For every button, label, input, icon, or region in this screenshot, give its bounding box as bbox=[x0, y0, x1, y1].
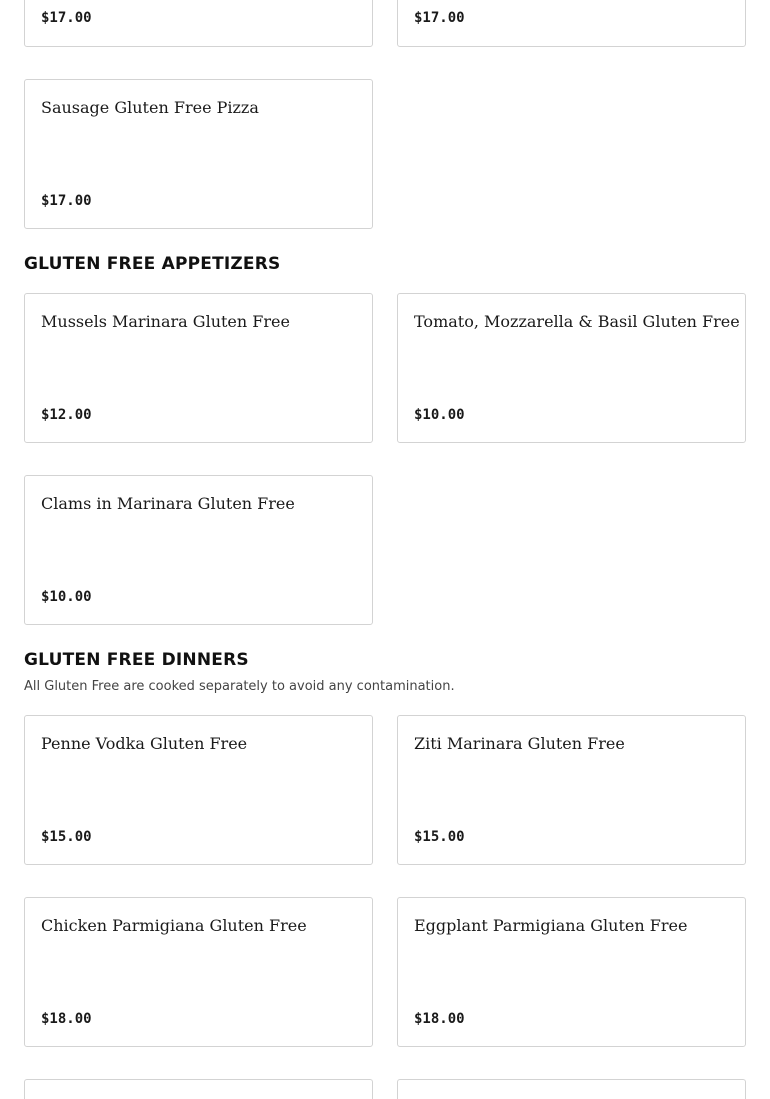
section-title-appetizers: GLUTEN FREE APPETIZERS bbox=[24, 254, 281, 274]
item-name: Eggplant Parmigiana Gluten Free bbox=[414, 916, 688, 935]
menu-item-card[interactable] bbox=[24, 0, 373, 47]
item-price: $18.00 bbox=[414, 1011, 465, 1027]
item-price: $17.00 bbox=[414, 10, 465, 26]
menu-item-card[interactable] bbox=[397, 293, 746, 443]
item-name: Tomato, Mozzarella & Basil Gluten Free bbox=[414, 312, 740, 331]
item-price: $10.00 bbox=[41, 589, 92, 605]
menu-item-card[interactable] bbox=[24, 475, 373, 625]
menu-item-card[interactable] bbox=[24, 897, 373, 1047]
menu-item-card[interactable] bbox=[397, 897, 746, 1047]
item-price: $15.00 bbox=[414, 829, 465, 845]
item-price: $10.00 bbox=[414, 407, 465, 423]
menu-item-card[interactable] bbox=[397, 1079, 746, 1099]
item-name: Clams in Marinara Gluten Free bbox=[41, 494, 295, 513]
menu-item-card[interactable] bbox=[24, 79, 373, 229]
item-name: Penne Vodka Gluten Free bbox=[41, 734, 248, 753]
menu-item-card[interactable] bbox=[24, 1079, 373, 1099]
menu-item-card[interactable] bbox=[24, 715, 373, 865]
section-title-dinners: GLUTEN FREE DINNERS bbox=[24, 650, 249, 670]
section-description: All Gluten Free are cooked separately to avoid any contamination. bbox=[24, 679, 455, 694]
item-name: Ziti Marinara Gluten Free bbox=[414, 734, 625, 753]
menu-item-card[interactable] bbox=[397, 715, 746, 865]
item-price: $17.00 bbox=[41, 193, 92, 209]
item-name: Sausage Gluten Free Pizza bbox=[41, 98, 259, 117]
item-name: Chicken Parmigiana Gluten Free bbox=[41, 916, 307, 935]
item-price: $15.00 bbox=[41, 829, 92, 845]
item-price: $17.00 bbox=[41, 10, 92, 26]
menu-item-card[interactable] bbox=[24, 293, 373, 443]
item-price: $18.00 bbox=[41, 1011, 92, 1027]
item-price: $12.00 bbox=[41, 407, 92, 423]
item-name: Mussels Marinara Gluten Free bbox=[41, 312, 290, 331]
menu-item-card[interactable] bbox=[397, 0, 746, 47]
